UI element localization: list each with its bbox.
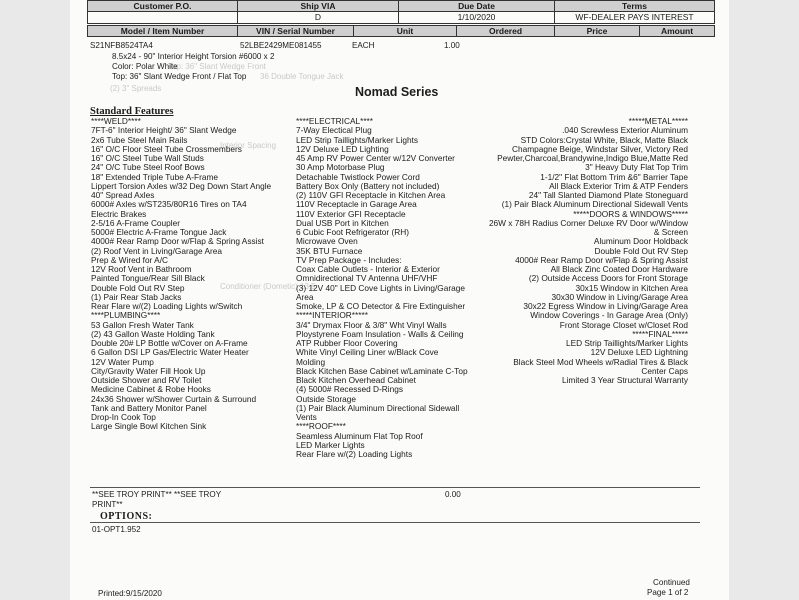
feature-line: 3" Heavy Duty Flat Top Trim: [585, 162, 688, 173]
feature-line: Battery Box Only (Battery not included): [296, 180, 440, 191]
unit-label: Unit: [354, 26, 457, 37]
model-number: S21NFB8524TA4: [90, 41, 153, 50]
vin-number: 52LBE2429ME081455: [240, 41, 322, 50]
feature-line: 12V Water Pump: [91, 356, 154, 367]
feature-line: TV Prep Package - Includes:: [296, 254, 402, 265]
terms-value: WF-DEALER PAYS INTEREST: [575, 12, 694, 22]
feature-line: Large Single Bowl Kitchen Sink: [91, 421, 207, 432]
feature-line: Double Fold Out RV Step: [594, 245, 688, 256]
feature-line: Window Coverings - In Garage Area (Only): [530, 310, 688, 321]
unit-value: EACH: [352, 41, 375, 50]
feature-line: 6 Cubic Foot Refrigerator (RH): [296, 227, 409, 237]
feature-line: (4) 5000# Recessed D-Rings: [296, 384, 403, 395]
feature-line: (2) 110V GFI Receptacle in Kitchen Area: [296, 190, 446, 200]
feature-line: (1) Pair Black Aluminum Directional Sidewall: [296, 402, 460, 413]
feature-line: 12V Roof Vent in Bathroom: [91, 264, 192, 274]
feature-line: Medicine Cabinet & Robe Hooks: [91, 384, 211, 395]
feature-line: All Black Exterior Trim & ATP Fenders: [549, 180, 688, 191]
feature-line: 1-1/2" Flat Bottom Trim &6" Barrier Tape: [540, 171, 688, 182]
feature-line: *****DOORS & WINDOWS*****: [573, 208, 688, 219]
feature-line: (2) Roof Vent in Living/Garage Area: [91, 245, 222, 256]
feature-line: (2) Outside Access Doors for Front Storage: [528, 273, 688, 284]
feature-line: Black Kitchen Base Cabinet w/Laminate C-Top: [296, 365, 468, 376]
troy-amount: 0.00: [445, 490, 461, 499]
feature-line: (2) 43 Gallon Waste Holding Tank: [91, 328, 215, 339]
ordered-value: 1.00: [444, 41, 460, 50]
feature-line: Limited 3 Year Structural Warranty: [561, 375, 688, 385]
troy-print-note: **SEE TROY PRINT** **SEE TROY: [92, 490, 222, 499]
feature-line: ****PLUMBING****: [91, 310, 161, 321]
feature-line: ****ELECTRICAL****: [296, 116, 374, 126]
feature-line: Outside Shower and RV Toilet: [91, 375, 202, 385]
feature-line: 4000# Rear Ramp Door w/Flap & Spring Assist: [91, 236, 264, 247]
feature-line: ****ROOF****: [296, 421, 346, 432]
features-column-weld-plumbing: [91, 117, 271, 432]
feature-line: Aluminum Door Holdback: [593, 236, 688, 247]
feature-line: 7-Way Electical Plug: [296, 125, 372, 136]
option-line: 01-OPT1.952: [92, 525, 141, 534]
item-label-row: [87, 25, 715, 37]
feature-line: (1) Pair Black Aluminum Directional Sidewall Vents: [501, 199, 688, 210]
feature-line: 5000# Electric A-Frame Tongue Jack: [91, 227, 227, 237]
feature-line: Microwave Oven: [296, 236, 358, 247]
feature-line: 30x15 Window in Kitchen Area: [575, 282, 688, 293]
feature-line: Pewter,Charcoal,Brandywine,Indigo Blue,Matte Red: [497, 153, 688, 163]
feature-line: 30 Amp Motorbase Plug: [296, 162, 385, 173]
amount-label: Amount: [660, 26, 694, 36]
page-number: Page 1 of 2: [647, 588, 689, 597]
vin-label: VIN / Serial Number: [238, 26, 354, 37]
feature-line: Black Kitchen Overhead Cabinet: [296, 375, 416, 385]
item-detail: 8.5x24 - 90" Interior Height Torsion #6000 x 2: [112, 52, 275, 61]
feature-line: Ploystyrene Foam Insulation - Walls & Ceiling: [296, 328, 464, 339]
invoice-page: [70, 0, 729, 600]
feature-line: 24" Tall Slanted Diamond Plate Stoneguard: [528, 190, 688, 200]
feature-line: Dual USB Port in Kitchen: [296, 217, 389, 228]
feature-line: (3) 12V 40" LED Cove Lights in Living/Garage: [296, 282, 465, 293]
feature-line: *****FINAL*****: [632, 328, 688, 339]
header-value-row: [87, 12, 715, 24]
feature-line: STD Colors:Crystal White, Black, Matte Black: [520, 134, 688, 145]
terms-label: Terms: [622, 1, 647, 11]
divider: [90, 487, 700, 488]
feature-line: *****METAL*****: [628, 116, 688, 126]
bleed-through-text: 36 Double Tongue Jack: [260, 72, 344, 81]
feature-line: All Black Zinc Coated Door Hardware: [550, 264, 688, 274]
bleed-through-text: (2) 3" Spreads: [110, 84, 162, 93]
feature-line: Rear Flare w/(2) Loading Lights w/Switch: [91, 301, 243, 311]
feature-line: Black Steel Mod Wheels w/Radial Tires & Black: [513, 356, 688, 367]
feature-line: 2-5/16 A-Frame Coupler: [91, 217, 181, 228]
feature-line: Coax Cable Outlets - Interior & Exterior: [296, 264, 440, 274]
item-color: Color: Polar White: [112, 62, 178, 71]
feature-line: ATP Rubber Floor Covering: [296, 338, 398, 348]
feature-line: Lippert Torsion Axles w/32 Deg Down Start Angle: [91, 180, 272, 191]
feature-line: Detachable Twistlock Power Cord: [296, 171, 420, 182]
series-title: Nomad Series: [355, 85, 439, 99]
feature-line: 30x22 Egress Window in Living/Garage Area: [523, 301, 688, 311]
feature-line: 40" Spread Axles: [91, 190, 155, 200]
feature-line: 35K BTU Furnace: [296, 245, 363, 256]
feature-line: (1) Pair Rear Stab Jacks: [91, 291, 182, 302]
feature-line: 12V Deluxe LED Lighting: [296, 143, 389, 154]
feature-line: Tank and Battery Monitor Panel: [91, 402, 207, 413]
feature-line: Area: [296, 291, 314, 302]
feature-line: 45 Amp RV Power Center w/12V Converter: [296, 153, 455, 163]
features-column-electrical-interior: [296, 117, 468, 459]
feature-line: Outside Storage: [296, 393, 356, 404]
troy-print-note-cont: PRINT**: [92, 500, 123, 509]
ship-via-label: Ship VIA: [238, 1, 399, 12]
feature-line: 6 Gallon DSI LP Gas/Electric Water Heater: [91, 347, 249, 358]
feature-line: 6000# Axles w/ST235/80R16 Tires on TA4: [91, 199, 247, 210]
ordered-label: Ordered: [457, 26, 555, 37]
price-label: Price: [555, 26, 640, 37]
header-label-row: [87, 0, 715, 12]
feature-line: 26W x 78H Radius Corner Deluxe RV Door w/Window: [488, 217, 688, 228]
feature-line: 7FT-6" Interior Height/ 36" Slant Wedge: [91, 125, 237, 136]
feature-line: Painted Tongue/Rear Sill Black: [91, 273, 205, 284]
feature-line: 2x6 Tube Steel Main Rails: [91, 134, 188, 145]
ship-via-value: D: [238, 12, 399, 23]
feature-line: LED Strip Taillights/Marker Lights: [565, 338, 688, 348]
features-column-metal-doors: [475, 117, 688, 385]
feature-line: Double 20# LP Bottle w/Cover on A-Frame: [91, 338, 248, 348]
item-top: Top: 36" Slant Wedge Front / Flat Top: [112, 72, 247, 81]
feature-line: & Screen: [653, 227, 688, 237]
feature-line: 24x36 Shower w/Shower Curtain & Surround: [91, 393, 257, 404]
model-number-label: Model / Item Number: [88, 26, 238, 37]
standard-features-heading: Standard Features: [90, 106, 174, 117]
feature-line: 3/4" Drymax Floor & 3/8" Wht Vinyl Walls: [296, 319, 447, 330]
feature-line: LED Strip Taillights/Marker Lights: [296, 134, 419, 145]
feature-line: 16" O/C Steel Tube Wall Studs: [91, 153, 204, 163]
feature-line: Seamless Aluminum Flat Top Roof: [296, 430, 423, 441]
feature-line: Molding: [296, 356, 326, 367]
feature-line: Prep & Wired for A/C: [91, 254, 169, 265]
feature-line: Smoke, LP & CO Detector & Fire Extinguisher: [296, 301, 466, 311]
feature-line: *****INTERIOR*****: [296, 310, 368, 321]
feature-line: Center Caps: [641, 365, 688, 376]
customer-po-value: [88, 12, 238, 23]
bleed-through-text: Top: 36" Slant Wedge Front: [168, 62, 266, 71]
continued-label: Continued: [653, 578, 690, 587]
feature-line: 18" Extended Triple Tube A-Frame: [91, 171, 219, 182]
divider: [90, 522, 700, 523]
feature-line: Double Fold Out RV Step: [91, 282, 185, 293]
feature-line: Rear Flare w/(2) Loading Lights: [296, 449, 413, 459]
feature-line: Drop-In Cook Top: [91, 412, 156, 422]
feature-line: White Vinyl Ceiling Liner w/Black Cove: [296, 347, 439, 358]
feature-line: ****WELD****: [91, 116, 141, 126]
printed-date: Printed:9/15/2020: [98, 589, 162, 598]
feature-line: 110V Receptacle in Garage Area: [296, 199, 417, 210]
feature-line: .040 Screwless Exterior Aluminum: [562, 125, 688, 136]
customer-po-label: Customer P.O.: [88, 1, 238, 12]
feature-line: Front Storage Closet w/Closet Rod: [559, 319, 688, 330]
feature-line: 12V Deluxe LED Lightning: [590, 347, 688, 358]
bleed-through-text: Interior Spacing: [220, 141, 277, 150]
feature-line: 53 Gallon Fresh Water Tank: [91, 319, 194, 330]
due-date-value: 1/10/2020: [399, 12, 555, 23]
feature-line: 24" O/C Tube Steel Roof Bows: [91, 162, 205, 173]
due-date-label: Due Date: [399, 1, 555, 12]
feature-line: 16" O/C Floor Steel Tube Crossmembers: [91, 143, 242, 154]
feature-line: 4000# Rear Ramp Door w/Flap & Spring Assist: [515, 254, 688, 265]
options-heading: OPTIONS:: [100, 511, 153, 522]
feature-line: Omnidirectional TV Antenna UHF/VHF: [296, 273, 438, 284]
feature-line: Electric Brakes: [91, 208, 147, 219]
feature-line: LED Marker Lights: [296, 439, 365, 450]
feature-line: Champagne Beige, Windstar Silver, Victory Red: [511, 143, 688, 154]
feature-line: City/Gravity Water Fill Hook Up: [91, 365, 206, 376]
feature-line: 110V Exterior GFI Receptacle: [296, 208, 406, 219]
bleed-through-text: Conditioner (Dometic) 13.5: [220, 282, 316, 291]
feature-line: 30x30 Window in Living/Garage Area: [551, 291, 688, 302]
feature-line: Vents: [296, 412, 317, 422]
